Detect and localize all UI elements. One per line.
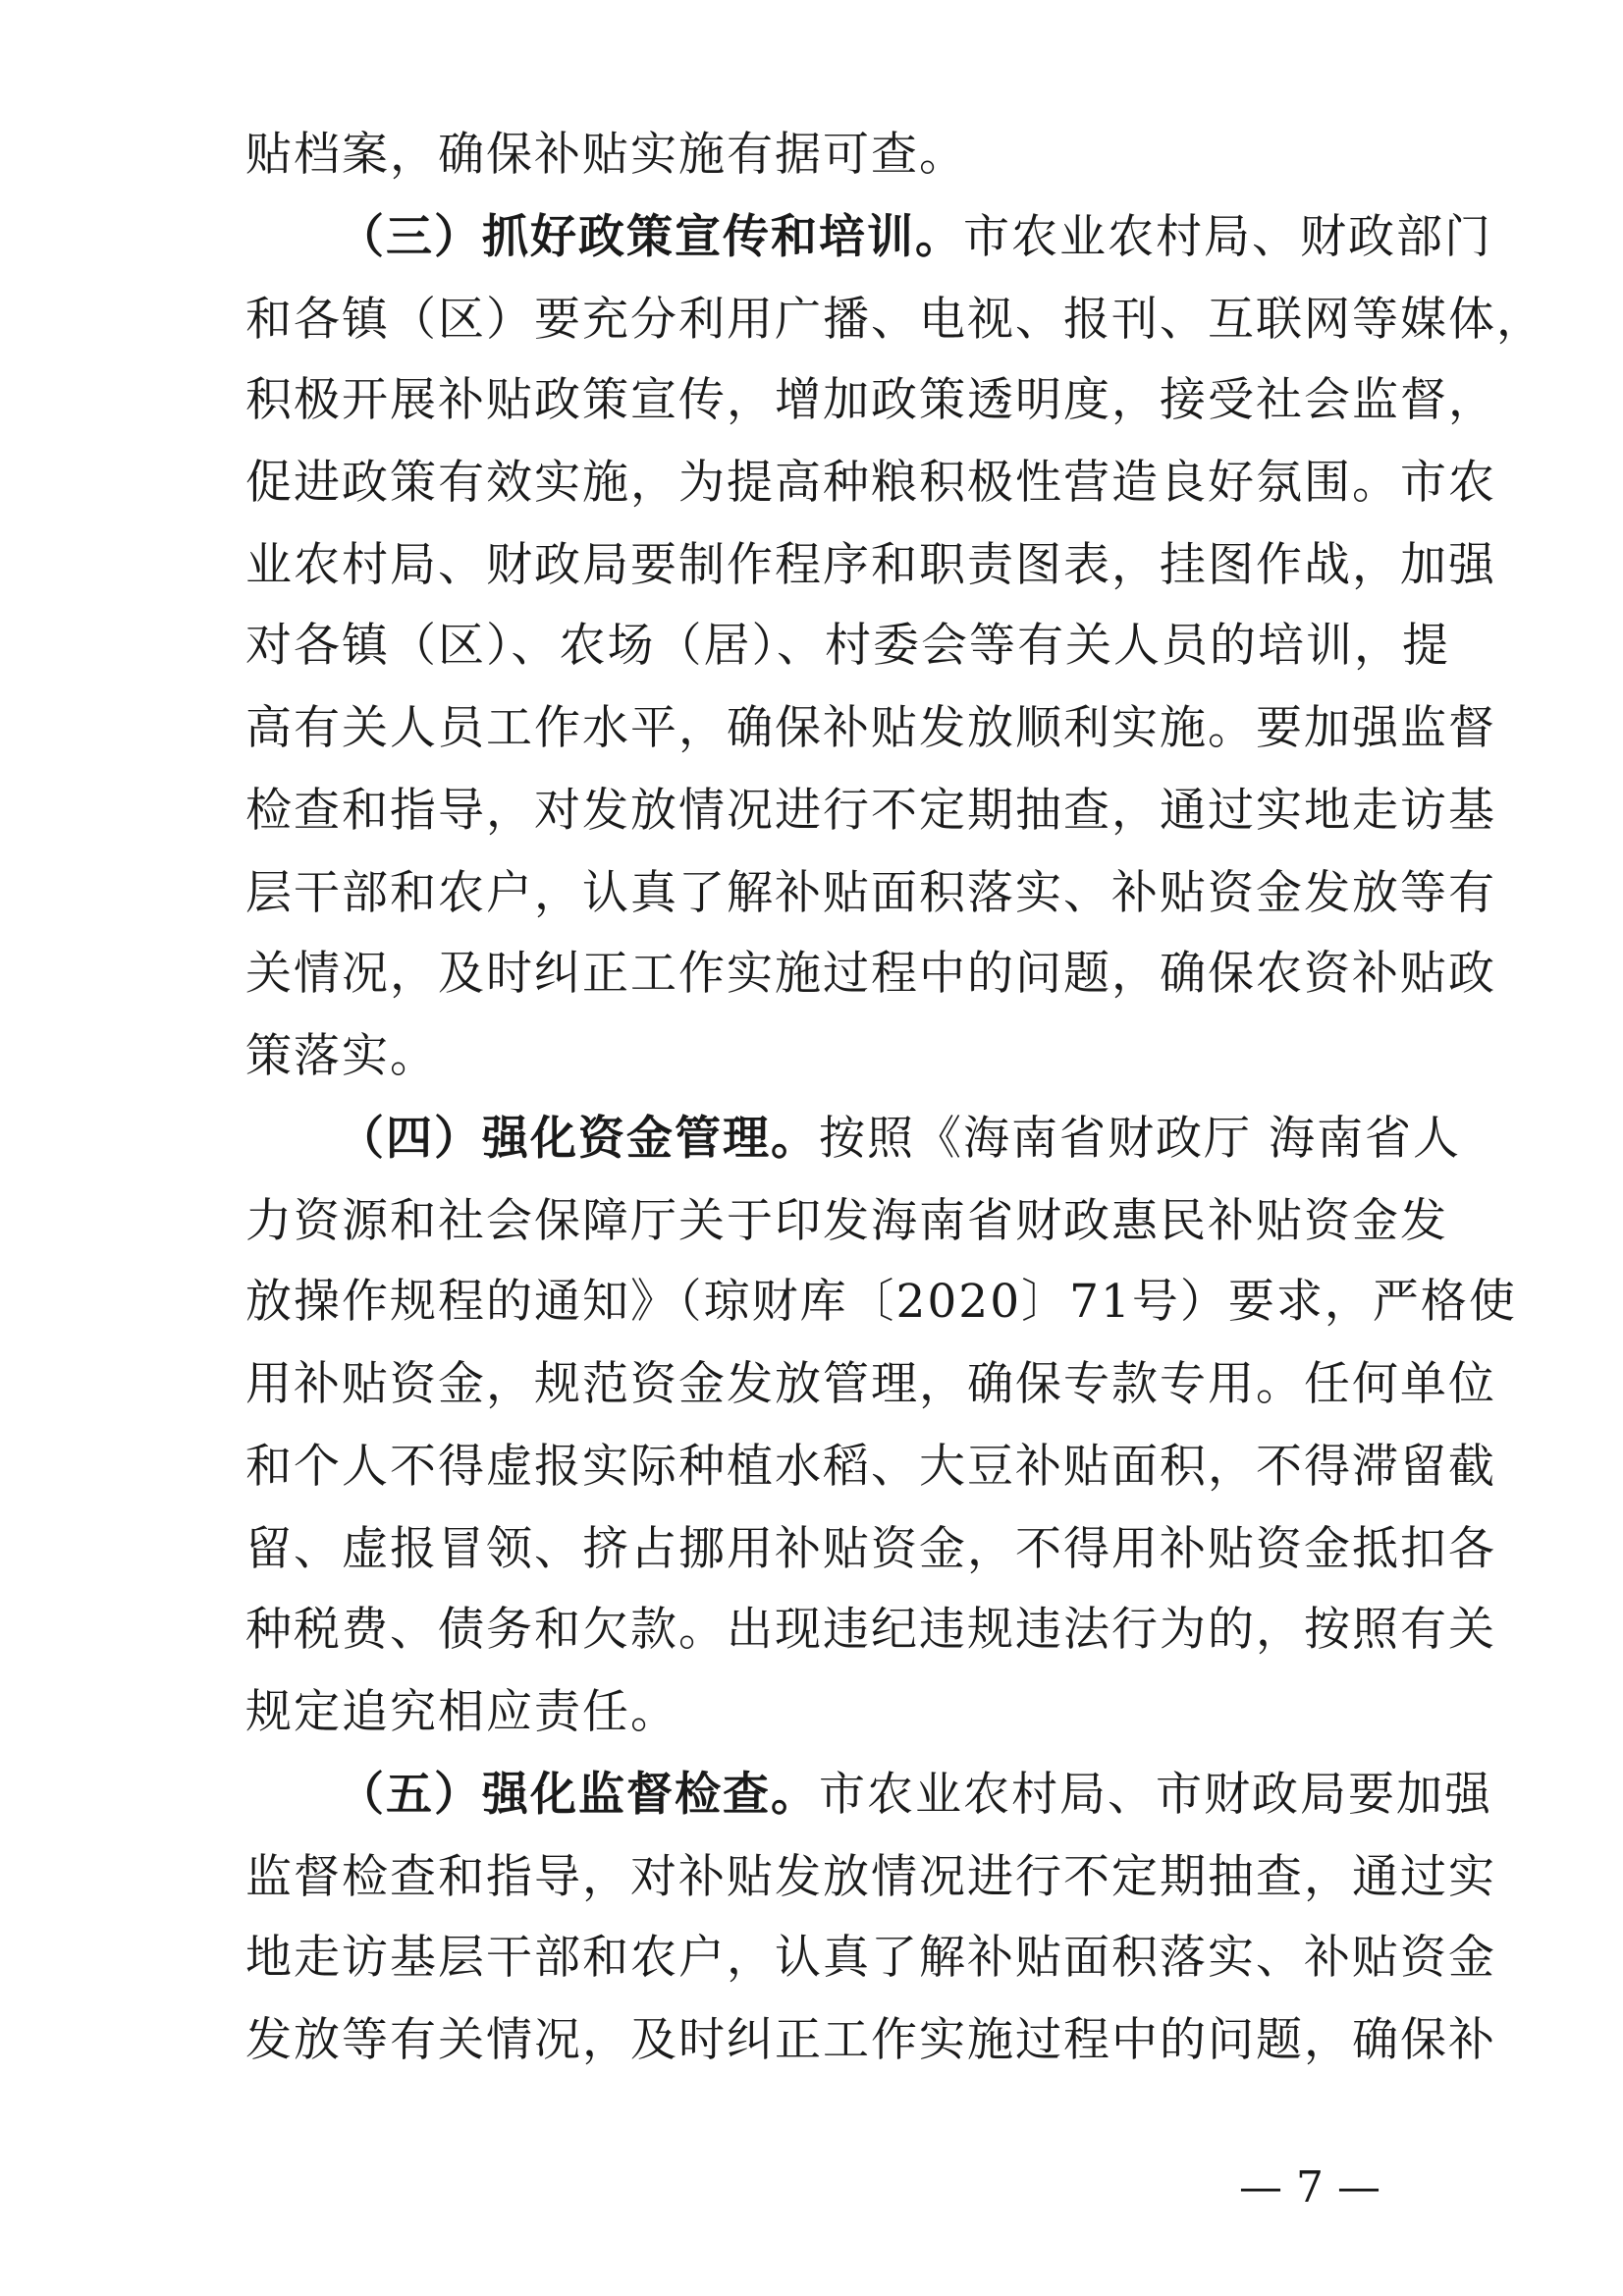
text-line: 检查和指导，对发放情况进行不定期抽查，通过实地走访基 [245,784,1496,838]
text-line: 发放等有关情况，及时纠正工作实施过程中的问题，确保补 [245,2013,1496,2067]
text-line: 层干部和农户，认真了解补贴面积落实、补贴资金发放等有 [245,866,1496,920]
text-line: 留、虚报冒领、挤占挪用补贴资金，不得用补贴资金抵扣各 [245,1522,1496,1576]
section-3-first-line: （三）抓好政策宣传和培训。市农业农村局、财政部门 [338,210,1492,264]
section-4-first-line: （四）强化资金管理。按照《海南省财政厅 海南省人 [338,1112,1461,1166]
section-heading-5: （五）强化监督检查。 [338,1768,819,1822]
text-line: 业农村局、财政局要制作程序和职责图表，挂图作战，加强 [245,538,1496,592]
text-line: 监督检查和指导，对补贴发放情况进行不定期抽查，通过实 [245,1850,1496,1904]
text-line: 规定追究相应责任。 [245,1685,678,1739]
text-line: 用补贴资金，规范资金发放管理，确保专款专用。任何单位 [245,1357,1496,1411]
section-heading-3: （三）抓好政策宣传和培训。 [338,210,963,264]
text-line: 促进政策有效实施，为提高种粮积极性营造良好氛围。市农 [245,456,1496,510]
text-line: 高有关人员工作水平，确保补贴发放顺利实施。要加强监督 [245,701,1496,755]
section-heading-4: （四）强化资金管理。 [338,1112,819,1166]
text-line: 对各镇（区）、农场（居）、村委会等有关人员的培训，提 [245,619,1450,673]
text-line: 积极开展补贴政策宣传，增加政策透明度，接受社会监督， [245,373,1496,427]
text-line: 贴档案，确保补贴实施有据可查。 [245,128,967,182]
page-number: — 7 — [1239,2162,1380,2213]
section-5-first-line: （五）强化监督检查。市农业农村局、市财政局要加强 [338,1768,1492,1822]
text-line: 力资源和社会保障厅关于印发海南省财政惠民补贴资金发 [245,1194,1448,1248]
text-line: 和个人不得虚报实际种植水稻、大豆补贴面积，不得滞留截 [245,1440,1496,1494]
text-line: 放操作规程的通知》（琼财库〔2020〕71号）要求，严格使 [245,1275,1517,1329]
text-line: 关情况，及时纠正工作实施过程中的问题，确保农资补贴政 [245,947,1496,1001]
text-line: 和各镇（区）要充分利用广播、电视、报刊、互联网等媒体， [245,293,1544,347]
text-line: 地走访基层干部和农户，认真了解补贴面积落实、补贴资金 [245,1931,1496,1985]
text-line: 种税费、债务和欠款。出现违纪违规违法行为的，按照有关 [245,1603,1496,1657]
text-line: 策落实。 [245,1029,438,1083]
